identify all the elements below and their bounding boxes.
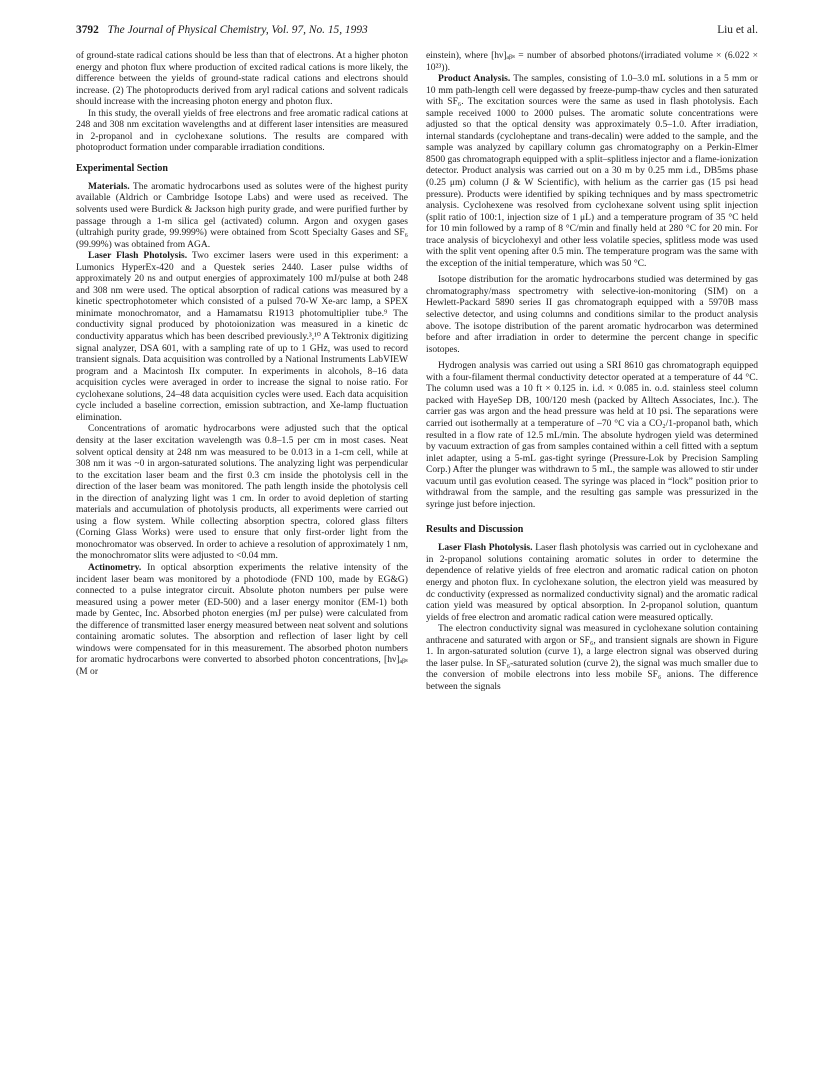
section-heading-experimental: Experimental Section [76,162,168,174]
paragraph: The electron conductivity signal was measured in cyclohexane solution containing anthracene and saturated with argon or SF₆, and transient signals are shown in Figure 1. In argon-saturated solution (curve 1), a large electron signal was observed during the laser pulse. In SF₆-saturated solution (curve 2), the signal was much smaller due to the conversion of mobile electrons into less mobile SF₆ anions. The difference between the signals [426,623,758,692]
paragraph: In this study, the overall yields of free electrons and free aromatic radical cations at 248 and 308 nm excitation wavelengths and at different laser intensities are measured in 2-propanol and in cyclohexane solutions. The results are compared with photoproduct formation under comparable irradiation conditions. [76,107,408,154]
page-number: 3792 [76,24,99,36]
paragraph-actinometry [76,562,408,677]
paragraph: Isotope distribution for the aromatic hydrocarbons studied was determined by gas chromatography/mass spectrometry with selective-ion-monitoring (SIM) on a Hewlett-Packard 5890 series II gas chromatograph equipped with a 5970B mass selective detector, and using columns and conditions similar to the product analysis above. The isotope distribution of the parent aromatic hydrocarbon was determined before and after irradiation in order to determine the percent change in specific isotopes. [426,274,758,355]
runin-heading: Product Analysis. [438,73,511,85]
paragraph-product-analysis [426,73,758,269]
runin-heading: Actinometry. [88,561,142,573]
two-column-body [76,50,758,692]
paragraph-laser-flash [76,250,408,423]
runin-heading: Laser Flash Photolysis. [438,542,533,554]
paragraph-laser-flash-results [426,542,758,623]
paragraph-text: The aromatic hydrocarbons used as solutes were of the highest purity available (Aldrich or Cambridge Isotope Labs) and were used as received. The solvents used were Burdick & Jackson high purity grade, and were purified further by passage through a 1-m silica gel (activated) column. Argon and oxygen gases (ultrahigh purity grade, 99.999%) were obtained from Scott Specialty Gases and SF₆ (99.99%) was obtained from AGA. [76,180,408,250]
journal-title: The Journal of Physical Chemistry, Vol. 97, No. 15, 1993 [107,24,368,36]
running-header [76,24,758,38]
left-column [76,50,408,692]
runin-heading: Materials. [88,180,130,192]
paragraph-materials [76,181,408,250]
paragraph-text: Laser flash photolysis was carried out in cyclohexane and in 2-propanol solutions containing aromatic solutes in order to determine the dependence of relative yields of free electron and aromatic radical cation on photon energy and photon flux. In cyclohexane solution, the electron yield was measured by dc conductivity (expressed as normalized conductivity signal) and the aromatic radical cation yield was measured by optical absorption. In 2-propanol solution, quantum yields of free electron and aromatic radical cation were measured optically. [426,542,758,623]
running-authors: Liu et al. [717,24,758,36]
paragraph-text: The samples, consisting of 1.0–3.0 mL solutions in a 5 mm or 10 mm path-length cell were degassed by freeze-pump-thaw cycles and then saturated with SF₆. The excitation sources were the same as used in flash photolysis. Each sample received 1000 to 2000 pulses. The aromatic solute concentrations were adjusted so that the optical density was approximately 0.5–1.0. After irradiation, internal standards (cycloheptane and trans-decalin) were added to the sample, and the sample was analyzed by capillary column gas chromatography on a Perkin-Elmer 8500 gas chromatograph equipped with a split–splitless injector and a flame-ionization detector. Product analysis was carried out on a 30 m by 0.25 mm i.d., DB5ms phase (0.25 μm) column (J & W Scientific), with helium as the carrier gas (15 psi head pressure). Products were identified by spiking techniques and by mass spectrometric analysis. Cyclohexene was resolved from cyclohexane solvent using split injection (split ratio of 100:1, injection size of 1 μL) and a temperature program of 35 °C held for 10 min followed by a ramp of 8 °C/min and finally held at 280 °C for 20 min. For trace analysis of bicyclohexyl and other less volatile species, splitless mode was used with the split vent opening after 0.5 min. The temperature program was the same with the exception of the initial temperature, which was 50 °C. [426,73,758,269]
paragraph: Concentrations of aromatic hydrocarbons were adjusted such that the optical density at the laser excitation wavelength was 0.8–1.5 per cm in most cases. Neat solvent optical density at 248 nm was measured to be 0.013 in a 1-cm cell, while at 308 nm it was ~0 in argon-saturated solutions. The analyzing light was perpendicular to the excitation laser beam and the first 0.3 cm inside the photolysis cell in the direction of the laser beam was monitored. The path length inside the photolysis cell in the direction of analyzing light was 1 cm. In order to avoid depletion of starting materials and accumulation of photolysis products, all experiments were carried out using a flow system. While collecting absorption spectra, colored glass filters (Corning Glass Works) were used to ensure that only first-order light from the monochromator was observed. In order to achieve a resolution of approximately 1 nm, the monochromator slits were adjusted to <0.04 mm. [76,423,408,562]
paragraph: Hydrogen analysis was carried out using a SRI 8610 gas chromatograph equipped with a four-filament thermal conductivity detector operated at a temperature of 44 °C. The column used was a 10 ft × 0.125 in. i.d. × 0.085 in. o.d. stainless steel column packed with HayeSep DB, 100/120 mesh (packed by Alltech Associates, Inc.). The carrier gas was argon and the head pressure was held at 10 psi. The separations were carried out isothermally at a temperature of –70 °C via a CO₂/1-propanol bath, which resulted in a flow rate of 12.5 mL/min. The absolute hydrogen yield was determined by vacuum extraction of gas from samples contained within a cell fitted with a septum inlet adapter, using a 5-mL gas-tight syringe (Pressure-Lok by Precision Sampling Corp.) After the plunger was withdrawn to 5 mL, the sample was allowed to stir under vacuum until gas evolution ceased. The syringe was placed in “lock” position prior to withdrawal from the sample, and the resulting gas sample was pressurized in the syringe just before injection. [426,360,758,510]
paragraph-text: In optical absorption experiments the relative intensity of the incident laser beam was monitored by a photodiode (FND 100, made by EG&G) connected to a pulse integrator circuit. Absolute photon numbers per pulse were measured using a power meter (ED-500) and a laser energy monitor (EM-1) both made by Gentec, Inc. Absorbed photon energies (mJ per pulse) were calculated from the difference of transmitted laser energy measured between neat solvent and solutions containing aromatic solutes. The absorption and reflection of laser light by cell windows were compensated for in this measurement. The absorbed photon numbers for aromatic hydrocarbons were converted to absorbed photon concentrations, [hν]ₐᵦₛ (M or [76,561,408,677]
paragraph: of ground-state radical cations should be less than that of electrons. At a higher photon energy and photon flux where production of excited radical cations is more likely, the difference between the yields of ground-state radical cations and electrons should increase. (2) The photoproducts derived from aryl radical cations and solvent radicals should increase with the increasing photon energy and photon flux. [76,50,408,108]
right-column [426,50,758,692]
paragraph-text: Two excimer lasers were used in this experiment: a Lumonics HyperEx-420 and a Questek series 2440. Laser pulse widths of approximately 20 ns and output energies of approximately 100 mJ/pulse at both 248 and 308 nm were used. The optical absorption of radical cations was measured by a kinetic spectrophotometer which consisted of a pulsed 70-W Xe-arc lamp, a SPEX minimate monochromator, and a Hamamatsu R1913 photomultiplier tube.⁹ The conductivity signal produced by photoionization was measured in a kinetic dc conductivity apparatus which has been described previously.³,¹⁰ A Tektronix digitizing signal analyzer, DSA 601, with a sampling rate of up to 1 GHz, was used to record transient signals. Data acquisition was controlled by a National Instruments LabVIEW program and a Macintosh IIx computer. In experiments in alcohols, 8–16 data acquisition cycles were averaged in order to increase the signal to noise ratio. For cyclohexane solutions, 24–48 data acquisition cycles were used. Each data acquisition cycle included a baseline correction, emission subtraction, and Xe-lamp fluctuation elimination. [76,250,408,423]
section-heading-results: Results and Discussion [426,524,524,536]
paragraph: einstein), where [hν]ₐᵦₛ = number of absorbed photons/(irradiated volume × (6.022 × 10²³)). [426,50,758,73]
runin-heading: Laser Flash Photolysis. [88,250,188,262]
journal-citation [76,24,368,36]
